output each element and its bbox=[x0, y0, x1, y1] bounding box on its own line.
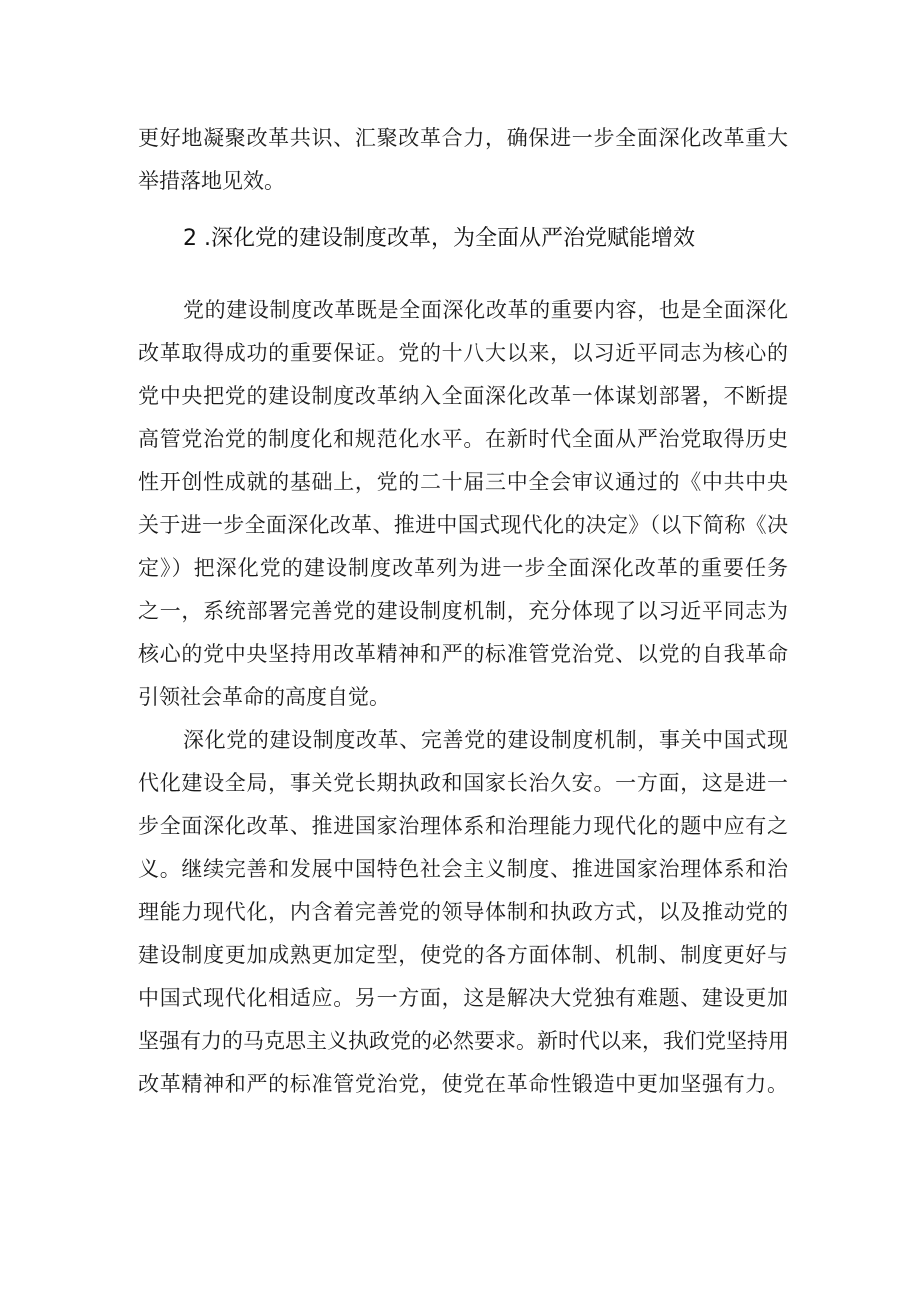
paragraph2-line-2: 代化建设全局，事关党长期执政和国家长治久安。一方面，这是进一 bbox=[138, 771, 788, 795]
paragraph1-line-6: 关于进一步全面深化改革、推进中国式现代化的决定》（以下简称《决 bbox=[138, 513, 788, 537]
paragraph1-line-9: 核心的党中央坚持用改革精神和严的标准管党治党、以党的自我革命 bbox=[138, 642, 788, 666]
paragraph1-line-3: 党中央把党的建设制度改革纳入全面深化改革一体谋划部署，不断提 bbox=[138, 384, 788, 408]
intro-line-1: 更好地凝聚改革共识、汇聚改革合力，确保进一步全面深化改革重大 bbox=[138, 126, 788, 150]
paragraph2-line-5: 理能力现代化，内含着完善党的领导体制和执政方式，以及推动党的 bbox=[138, 900, 788, 924]
paragraph2-line-9: 改革精神和严的标准管党治党，使党在革命性锻造中更加坚强有力。 bbox=[138, 1072, 788, 1096]
paragraph2-line-4: 义。继续完善和发展中国特色社会主义制度、推进国家治理体系和治 bbox=[138, 857, 788, 881]
paragraph1-line-2: 改革取得成功的重要保证。党的十八大以来，以习近平同志为核心的 bbox=[138, 341, 788, 365]
paragraph2-line-7: 中国式现代化相适应。另一方面，这是解决大党独有难题、建设更加 bbox=[138, 986, 788, 1010]
section-heading: 2 .深化党的建设制度改革，为全面从严治党赋能增效 bbox=[183, 226, 695, 251]
paragraph1-line-7: 定》）把深化党的建设制度改革列为进一步全面深化改革的重要任务 bbox=[138, 556, 788, 580]
paragraph1-line-1: 党的建设制度改革既是全面深化改革的重要内容，也是全面深化 bbox=[183, 298, 788, 322]
paragraph1-line-10: 引领社会革命的高度自觉。 bbox=[138, 685, 390, 709]
paragraph2-line-8: 坚强有力的马克思主义执政党的必然要求。新时代以来，我们党坚持用 bbox=[138, 1029, 789, 1053]
paragraph2-line-1: 深化党的建设制度改革、完善党的建设制度机制，事关中国式现 bbox=[183, 728, 788, 752]
intro-line-2: 举措落地见效。 bbox=[138, 169, 285, 193]
paragraph1-line-4: 高管党治党的制度化和规范化水平。在新时代全面从严治党取得历史 bbox=[138, 427, 788, 451]
paragraph1-line-5: 性开创性成就的基础上，党的二十届三中全会审议通过的《中共中央 bbox=[138, 470, 788, 494]
paragraph2-line-3: 步全面深化改革、推进国家治理体系和治理能力现代化的题中应有之 bbox=[138, 814, 788, 838]
paragraph1-line-8: 之一，系统部署完善党的建设制度机制，充分体现了以习近平同志为 bbox=[138, 599, 788, 623]
paragraph2-line-6: 建设制度更加成熟更加定型，使党的各方面体制、机制、制度更好与 bbox=[138, 943, 788, 967]
